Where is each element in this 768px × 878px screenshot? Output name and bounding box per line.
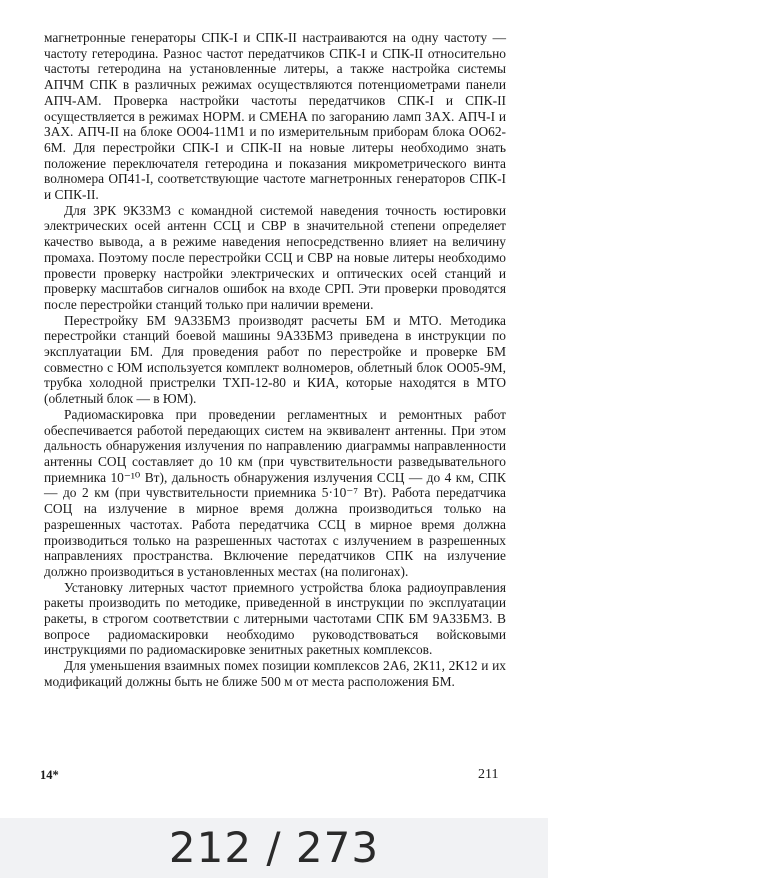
paragraph-6: Для уменьшения взаимных помех позиции комплексов 2А6, 2К11, 2К12 и их модификаций должны быть не ближе 500 м от места расположения БМ. (44, 658, 506, 689)
signature-mark: 14* (40, 768, 59, 782)
page-number: 211 (478, 767, 499, 782)
paragraph-4: Радиомаскировка при проведении регламентных и ремонтных работ обеспечивается работой передающих систем на эквивалент антенны. При этом дальность обнаружения излучения по направлению диаграммы направленности антенны СОЦ составляет до 10 км (при чувствительности разведывательного приемника 10⁻¹⁰ Вт), дальность обнаружения излучения ССЦ — до 4 км, СПК — до 2 км (при чувствительности приемника 5·10⁻⁷ Вт). Работа передатчика СОЦ на излучение в мирное время должна производиться только на разрешенных частотах. Работа передатчика ССЦ в мирное время должна производиться только на разрешенных частотах с излучением в разрешенных направлениях пространства. Включение передатчиков СПК на излучение должно производиться в установленных местах (на полигонах). (44, 406, 506, 579)
paragraph-5: Установку литерных частот приемного устройства блока радиоуправления ракеты производить по методике, приведенной в инструкции по эксплуатации ракеты, в строгом соответствии с литерными частотами СПК БМ 9А33БМ3. В вопросе радиомаскировки необходимо руководствоваться войсковыми инструкциями по радиомаскировке зенитных ракетных комплексов. (44, 579, 506, 658)
document-body (44, 30, 506, 690)
viewer-margin (548, 0, 768, 878)
paragraph-2: Для ЗРК 9К33М3 с командной системой наведения точность юстировки электрических осей антенн ССЦ и СВР в значительной степени определяет качество вывода, а в режиме наведения непосредственно влияет на величину промаха. Поэтому после перестройки ССЦ и СВР на новые литеры необходимо провести проверку настройки электрических и оптических осей станций и проверку масштабов сигналов ошибок на входе СРП. Эти проверки проводятся после перестройки станций только при наличии времени. (44, 202, 506, 312)
paragraph-3: Перестройку БМ 9А33БМ3 производят расчеты БМ и МТО. Методика перестройки станций боевой машины 9А33БМ3 приведена в инструкции по эксплуатации БМ. Для проведения работ по перестройке и проверке БМ совместно с ЮМ используется комплект волномеров, облетный блок ОО05-9М, трубка холодной пристрелки ТХП-12-80 и КИА, которые находятся в МТО (облетный блок — в ЮМ). (44, 312, 506, 407)
paragraph-1: магнетронные генераторы СПК-I и СПК-II настраиваются на одну частоту — частоту гетеродина. Разнос частот передатчиков СПК-I и СПК-II относительно частоты гетеродина на установленные литеры, а также настройка системы АПЧМ СПК в различных режимах осуществляются потенциометрами панели АПЧ-АМ. Проверка настройки частоты передатчиков СПК-I и СПК-II осуществляется в режимах НОРМ. и СМЕНА по загоранию ламп ЗАХ. АПЧ-I и ЗАХ. АПЧ-II на блоке ОО04-11М1 и по измерительным приборам блока ОО62-6М. Для перестройки СПК-I и СПК-II на новые литеры необходимо знать положение переключателя гетеродина и показания микрометрического винта волномера ОП41-I, соответствующие частоте магнетронных генераторов СПК-I и СПК-II. (44, 30, 506, 203)
page-counter: 212 / 273 (168, 823, 380, 872)
